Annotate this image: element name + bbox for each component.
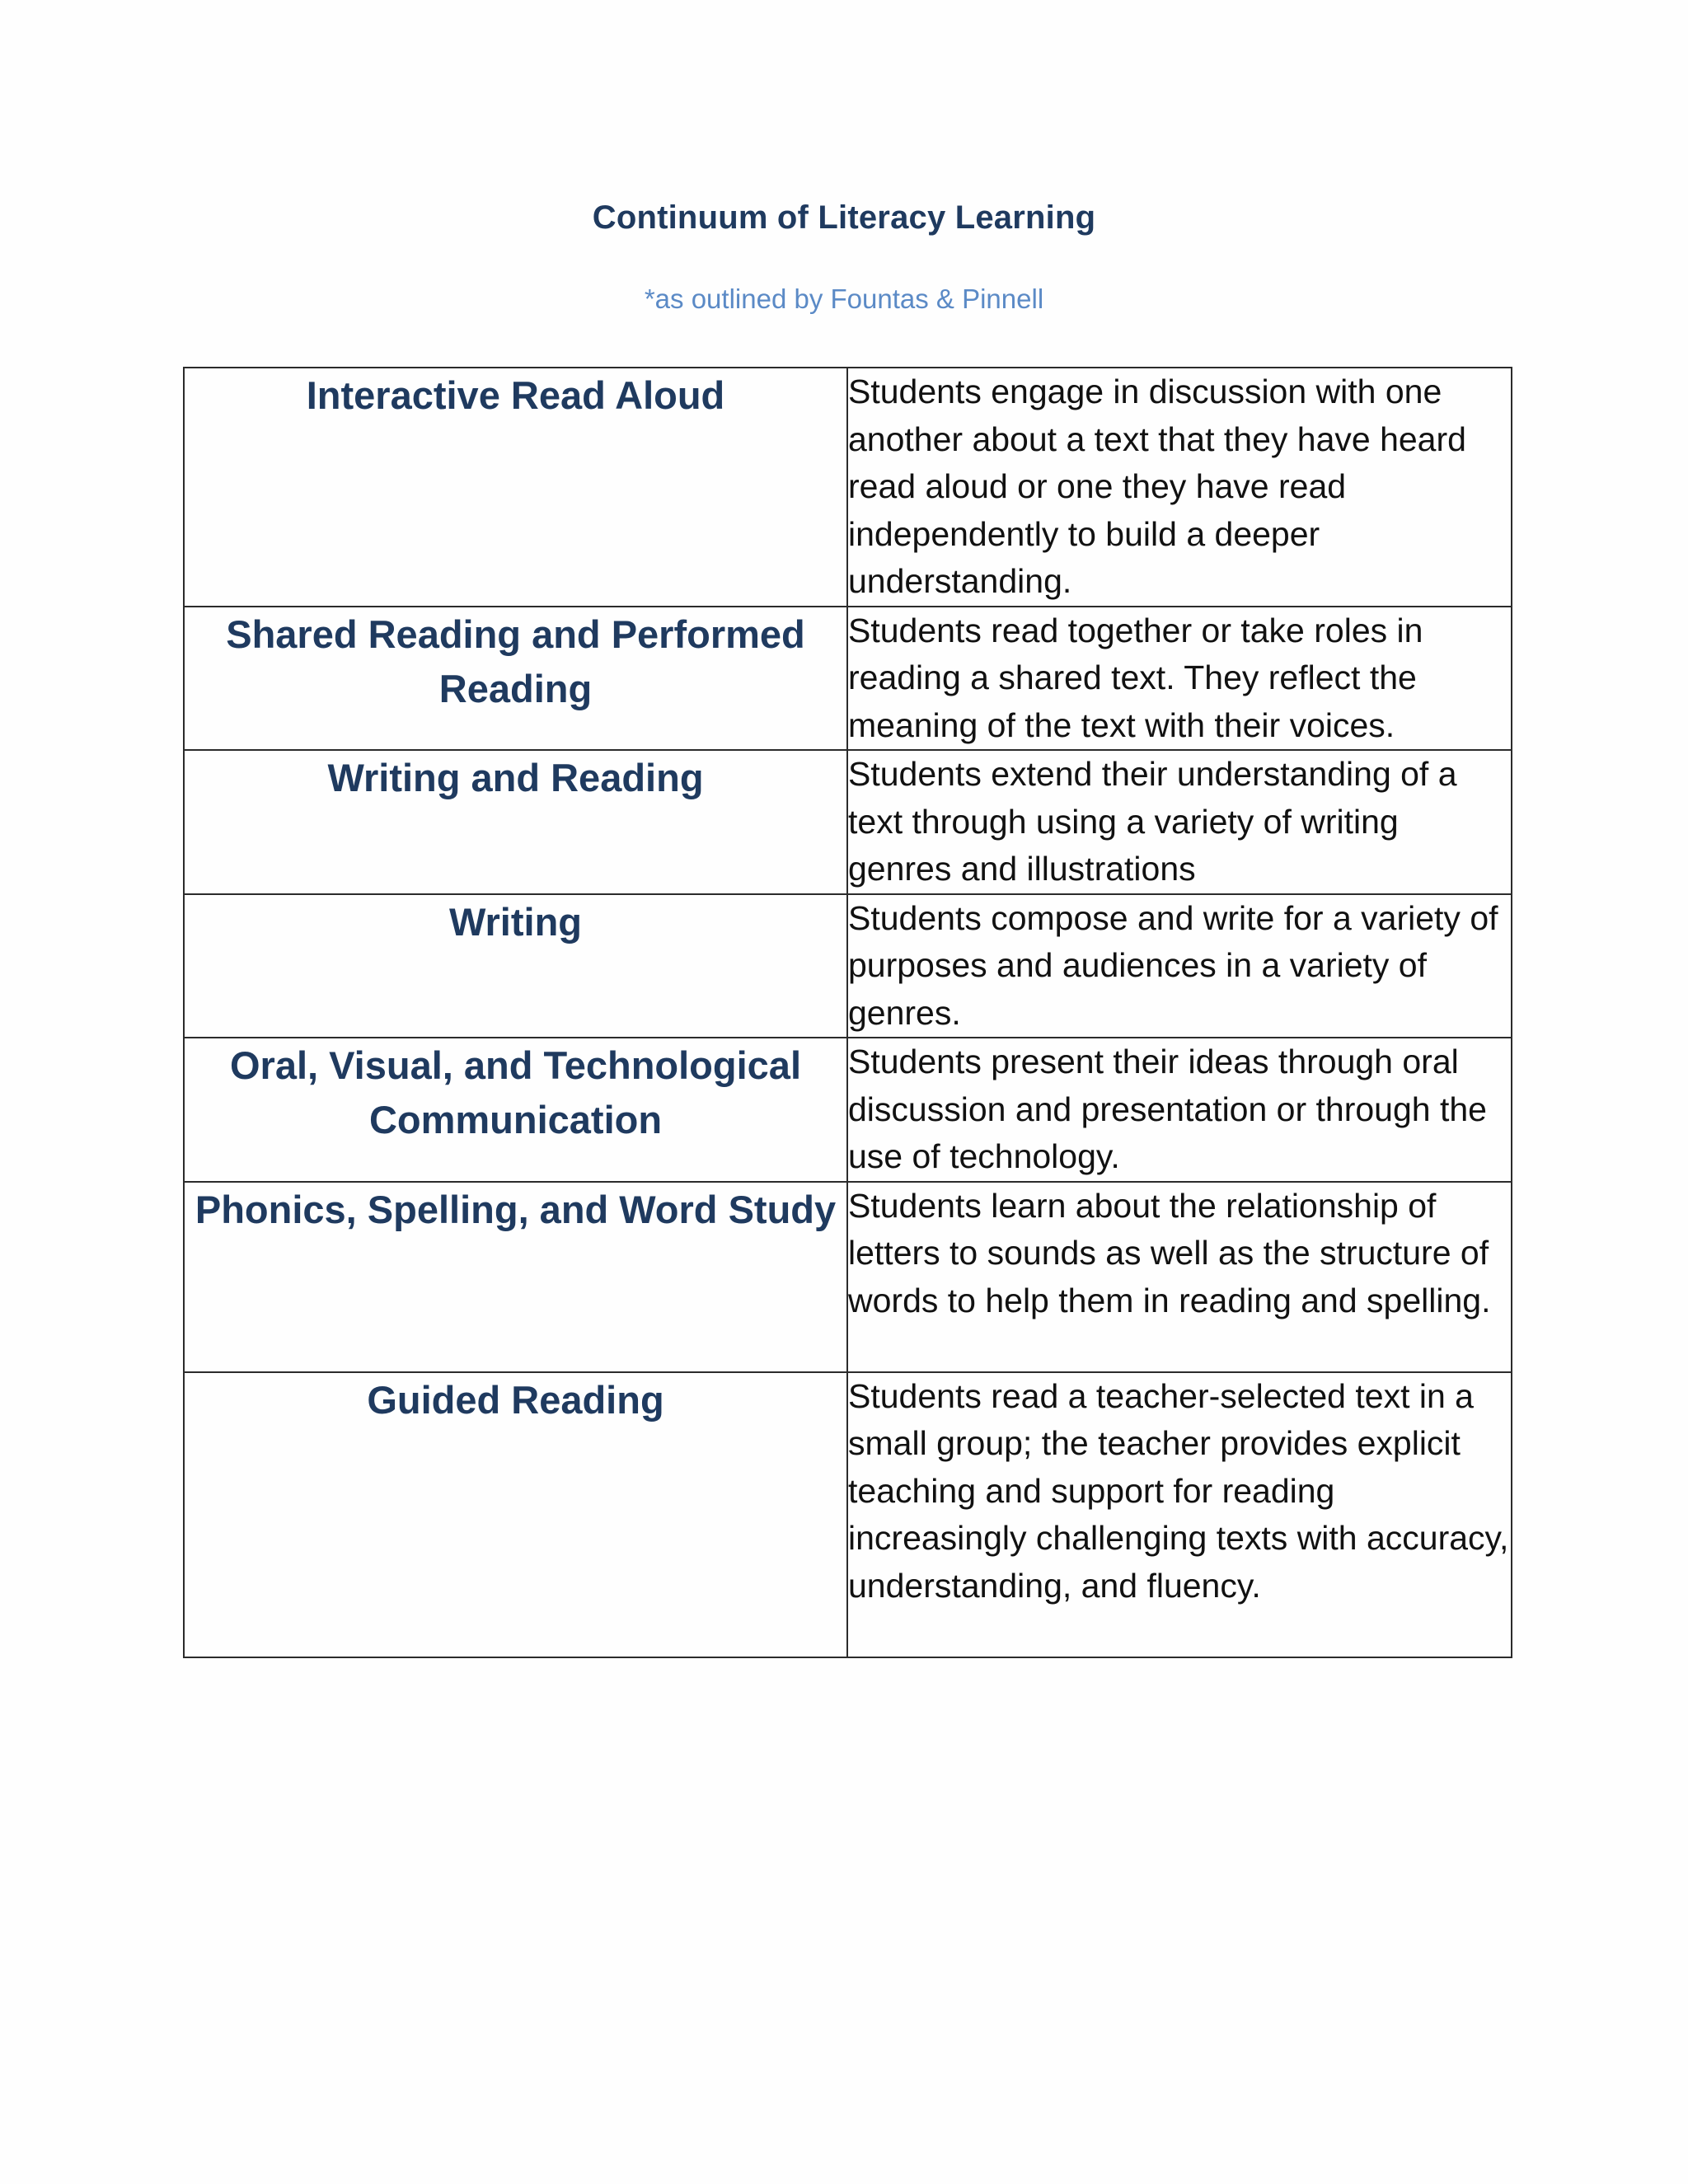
table-row bbox=[184, 894, 1512, 1038]
description-cell: Students read together or take roles in reading a shared text. They reflect the meaning of the text with their voices. bbox=[847, 607, 1512, 751]
description-cell: Students learn about the relationship of letters to sounds as well as the structure of words to help them in reading and spelling. bbox=[847, 1182, 1512, 1372]
topic-cell: Interactive Read Aloud bbox=[184, 368, 847, 607]
topic-cell: Oral, Visual, and Technological Communication bbox=[184, 1038, 847, 1182]
page-title: Continuum of Literacy Learning bbox=[592, 199, 1096, 236]
topic-cell: Writing and Reading bbox=[184, 750, 847, 894]
table-row bbox=[184, 368, 1512, 607]
table-row bbox=[184, 1182, 1512, 1372]
literacy-continuum-table bbox=[183, 367, 1512, 1658]
table-row bbox=[184, 750, 1512, 894]
description-cell: Students present their ideas through oral discussion and presentation or through the use of technology. bbox=[847, 1038, 1512, 1182]
description-cell: Students extend their understanding of a text through using a variety of writing genres and illustrations bbox=[847, 750, 1512, 894]
page-subtitle: *as outlined by Fountas & Pinnell bbox=[644, 284, 1044, 314]
description-cell: Students engage in discussion with one another about a text that they have heard read aloud or one they have read independently to build a deeper understanding. bbox=[847, 368, 1512, 607]
table-row bbox=[184, 607, 1512, 751]
topic-cell: Guided Reading bbox=[184, 1372, 847, 1657]
topic-cell: Phonics, Spelling, and Word Study bbox=[184, 1182, 847, 1372]
topic-cell: Writing bbox=[184, 894, 847, 1038]
table-row bbox=[184, 1372, 1512, 1657]
description-cell: Students compose and write for a variety of purposes and audiences in a variety of genres. bbox=[847, 894, 1512, 1038]
table-row bbox=[184, 1038, 1512, 1182]
description-cell: Students read a teacher-selected text in a small group; the teacher provides explicit teaching and support for reading increasingly challenging texts with accuracy, understanding, and fluency. bbox=[847, 1372, 1512, 1657]
topic-cell: Shared Reading and Performed Reading bbox=[184, 607, 847, 751]
